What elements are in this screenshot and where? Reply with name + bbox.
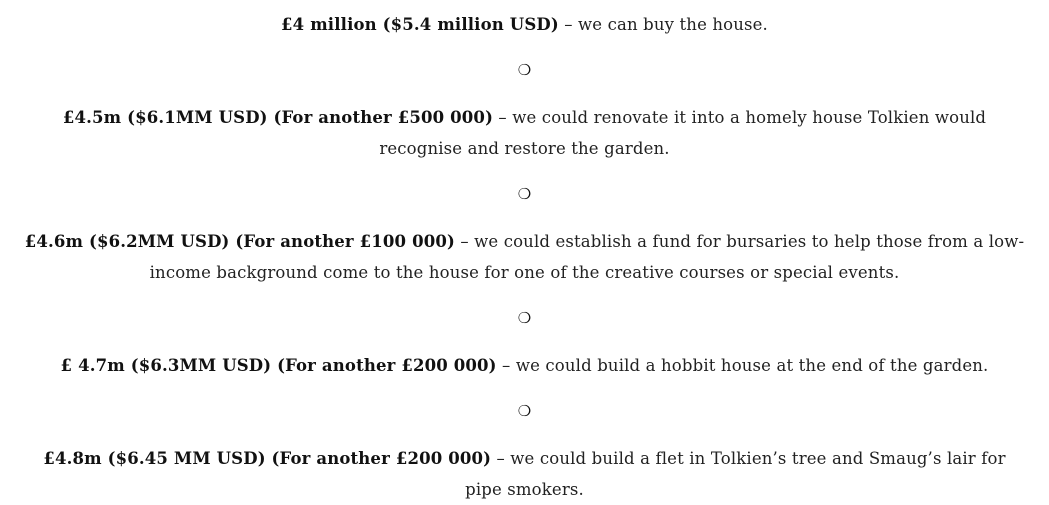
separator-circle-icon: ❍ — [517, 309, 532, 327]
tier-3 — [25, 226, 1025, 288]
tier-4 — [25, 350, 1025, 381]
tier-description: – we could renovate it into a homely house Tolkien would recognise and restore the garden. — [379, 108, 987, 158]
tier-description: – we could establish a fund for bursaries to help those from a low-income background come to the house for one of the creative courses or special events. — [149, 232, 1025, 282]
tier-1 — [25, 9, 1025, 40]
separator-circle-icon: ❍ — [517, 61, 532, 79]
funding-tiers — [25, 0, 1025, 505]
tier-description: – we could build a flet in Tolkien’s tree and Smaug’s lair for pipe smokers. — [465, 449, 1006, 499]
tier-description: – we can buy the house. — [558, 15, 768, 34]
tier-price: £4.5m ($6.1MM USD) (For another £500 000) — [62, 108, 494, 127]
tier-price: £ 4.7m ($6.3MM USD) (For another £200 000) — [60, 356, 497, 375]
tier-price: £4.6m ($6.2MM USD) (For another £100 000) — [24, 232, 455, 251]
separator-circle-icon: ❍ — [517, 185, 532, 203]
separator-circle-icon: ❍ — [517, 402, 532, 420]
tier-description: – we could build a hobbit house at the end of the garden. — [496, 356, 989, 375]
tier-price: £4 million ($5.4 million USD) — [281, 15, 559, 34]
tier-2 — [25, 102, 1025, 164]
tier-price: £4.8m ($6.45 MM USD) (For another £200 000) — [43, 449, 492, 468]
tier-5 — [25, 443, 1025, 505]
